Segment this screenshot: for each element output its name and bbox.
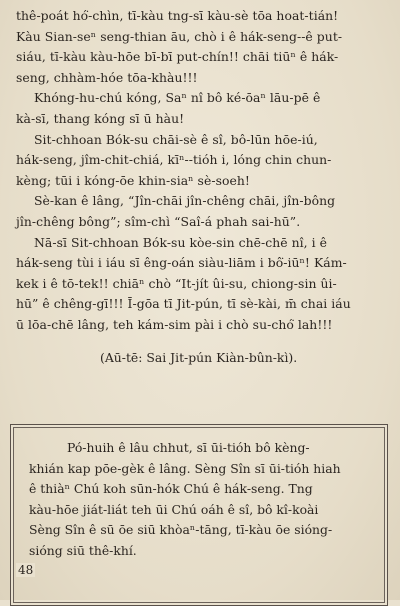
text-line: Pó-huih ê lâu chhut, sī ūi-tióh bô kèng- (67, 440, 310, 455)
source-attribution: (Aū-tē: Sai Jit-pún Kiàn-bûn-kì). (100, 350, 298, 365)
text-line: ê thiàⁿ Chú koh sūn-hók Chú ê hák-seng. Tng (29, 481, 313, 497)
text-line: Sèng Sîn ê sū ōe siū khòaⁿ-tāng, tī-kàu ōe sióng- (29, 522, 333, 538)
page-number: 48 (18, 563, 34, 577)
box-text-block (29, 438, 375, 562)
paragraph-5 (16, 233, 390, 336)
text-line: kà-sī, thang kóng sī ū hàu! (16, 110, 185, 126)
paragraph-3 (16, 130, 390, 192)
text-line: kàu-hōe jiát-liát teh ūi Chú oáh ê sî, bô kî-koài (29, 501, 319, 517)
text-line: thê-poát hó͘-chìn, tī-kàu tng-sī kàu-sè tōa hoat-tián! (16, 8, 339, 23)
framed-text-box (10, 424, 388, 606)
text-line: jîn-chêng bông”; sîm-chì “Saî-á phah sai-hū”. (16, 213, 301, 229)
text-line: kèng; tūi i kóng-ōe khin-siaⁿ sè-soeh! (16, 172, 250, 188)
text-line: Kàu Sian-seⁿ seng-thian āu, chò i ê hák-seng--ê put- (16, 28, 343, 44)
text-line: seng, chhàm-hóe tōa-khàu!!! (16, 69, 198, 85)
text-line: hák-seng, jîm-chit-chiá, kīⁿ--tióh i, lóng chin chun- (16, 152, 332, 168)
paragraph-4 (16, 191, 390, 232)
text-line: Sè-kan ê lâng, “Jîn-chāi jîn-chêng chāi, jîn-bông (34, 193, 336, 209)
text-line: hák-seng tùi i iáu sī êng-oán siàu-liām i bô͘-iūⁿ! Kám- (16, 255, 347, 271)
paragraph-2 (16, 88, 390, 129)
text-line: Khóng-hu-chú kóng, Saⁿ nî bô ké-ōaⁿ lāu-pē ê (34, 90, 321, 106)
paragraph-1 (16, 6, 390, 88)
text-line: ū lōa-chē lâng, teh kám-sim pài i chò su-chó͘ lah!!! (16, 316, 333, 332)
text-line: hū” ê chêng-gī!!! Ī-gōa tī Jit-pún, tī sè-kài, m̄ chai iáu (16, 296, 351, 312)
text-line: Nā-sī Sit-chhoan Bók-su kòe-sin chē-chē nî, i ê (34, 234, 328, 250)
text-line: sióng siū thê-khí. (29, 542, 137, 558)
main-text-block (16, 6, 390, 336)
text-line: siáu, tī-kàu kàu-hōe bī-bī put-chín!! chāi tiūⁿ ê hák- (16, 49, 339, 65)
text-line: khián kap pōe-gèk ê lâng. Sèng Sîn sī ūi-tióh hiah (29, 460, 341, 476)
text-line: Sit-chhoan Bók-su chāi-sè ê sî, bô-lūn hōe-iú, (34, 131, 318, 147)
text-line: kek i ê tō-tek!! chiāⁿ chò “It-jít ûi-su, chiong-sin ûi- (16, 275, 337, 291)
